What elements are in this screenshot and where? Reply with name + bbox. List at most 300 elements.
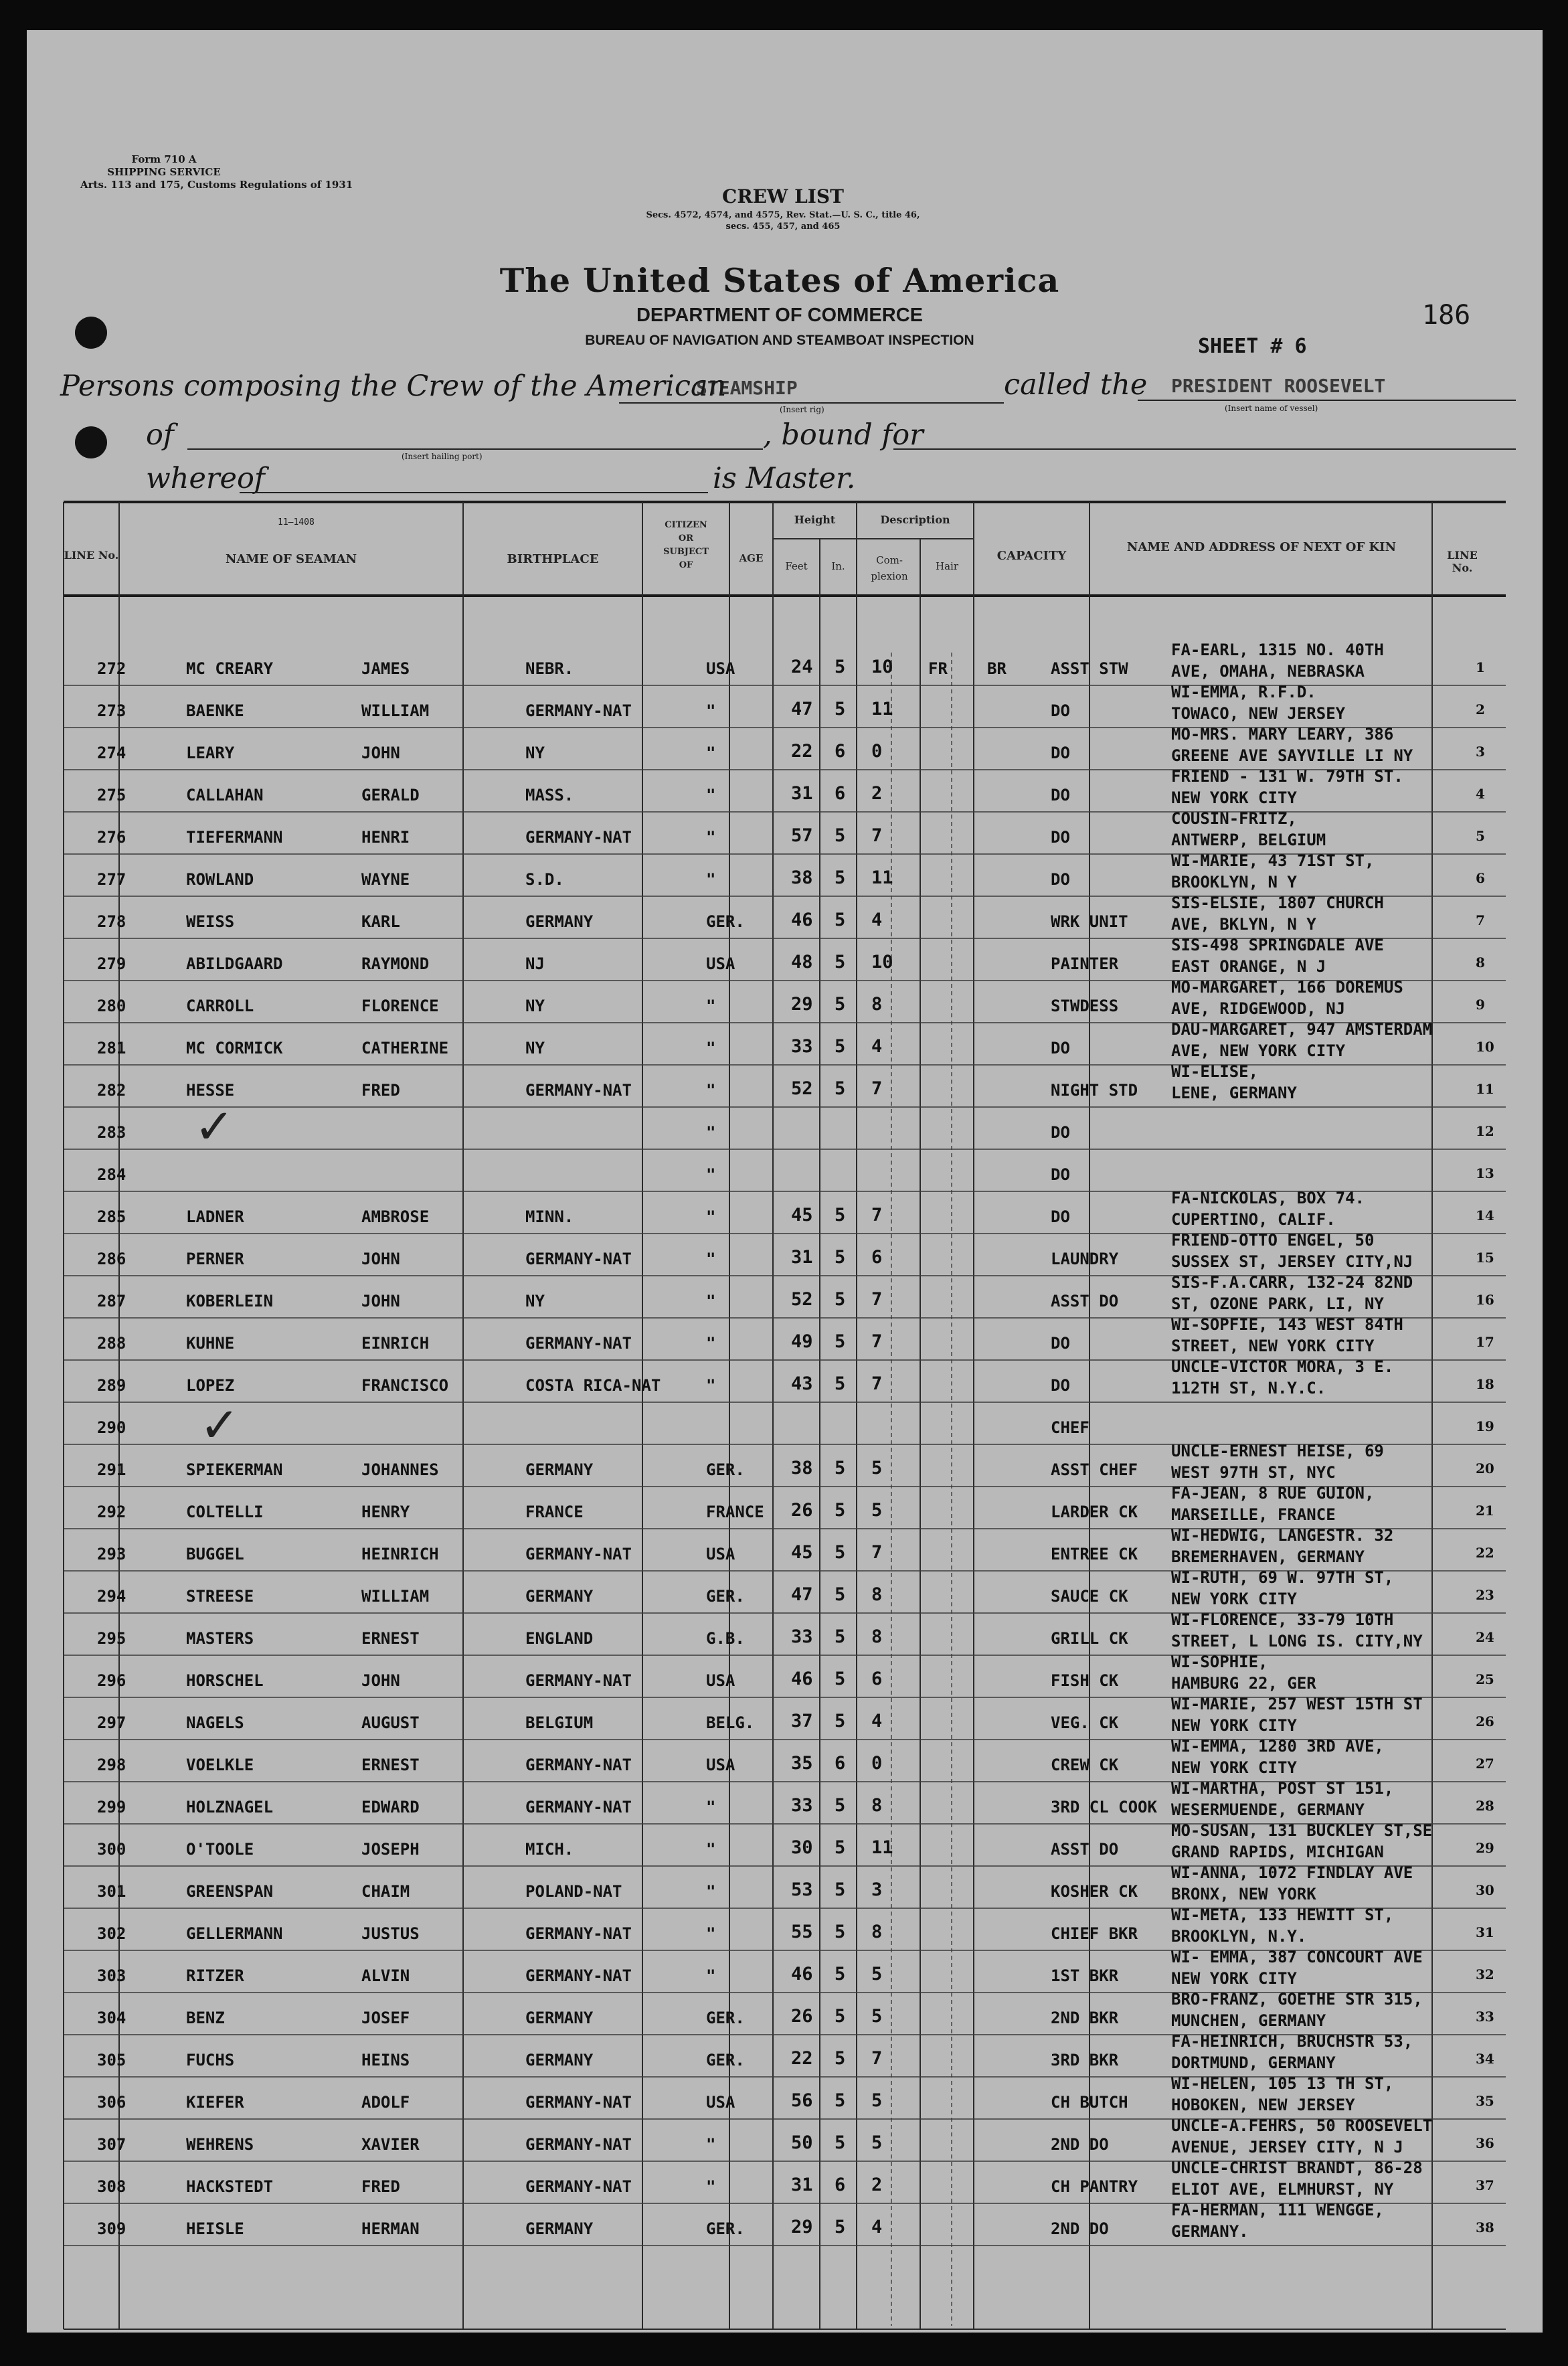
table-row — [90, 1315, 1529, 1361]
age-cell: 45 — [791, 1205, 813, 1226]
citizen-cell: " — [706, 1123, 716, 1142]
table-row — [90, 1108, 1529, 1151]
capacity-cell: ASST CHEF — [1051, 1460, 1138, 1479]
next-of-kin-address: STREET, NEW YORK CITY — [1171, 1337, 1375, 1355]
col-age: AGE — [739, 552, 764, 564]
height-feet-cell: 5 — [835, 867, 846, 888]
next-of-kin-address: NEW YORK CITY — [1171, 1969, 1297, 1988]
rig-value: STEAMSHIP — [696, 377, 798, 399]
seaman-surname: GREENSPAN — [186, 1882, 274, 1901]
table-row — [90, 683, 1529, 729]
seaman-surname: LOPEZ — [186, 1376, 235, 1395]
capacity-cell: 2ND DO — [1051, 2135, 1109, 2154]
row-line-number-right: 28 — [1476, 1798, 1494, 1814]
next-of-kin-name: WI- EMMA, 387 CONCOURT AVE — [1171, 1948, 1423, 1966]
whereof-label: whereof — [146, 462, 265, 495]
citizen-cell: " — [706, 1376, 716, 1395]
seaman-surname: RITZER — [186, 1966, 244, 1985]
height-inches-cell: 8 — [871, 1584, 883, 1605]
row-line-number-right: 35 — [1476, 2093, 1494, 2109]
next-of-kin-name: WI-MARIE, 257 WEST 15TH ST — [1171, 1695, 1423, 1713]
birthplace-cell: GERMANY-NAT — [525, 1924, 632, 1943]
height-inches-cell: 2 — [871, 783, 883, 804]
hair-cell: BR — [987, 659, 1007, 678]
form-articles: Arts. 113 and 175, Customs Regulations of 1931 — [80, 179, 353, 191]
next-of-kin-address: GERMANY. — [1171, 2222, 1249, 2241]
height-feet-cell: 5 — [835, 1879, 846, 1900]
birthplace-cell: POLAND-NAT — [525, 1882, 622, 1901]
birthplace-cell: GERMANY-NAT — [525, 828, 632, 847]
capacity-cell: CREW CK — [1051, 1756, 1119, 1774]
next-of-kin-name: FA-JEAN, 8 RUE GUION, — [1171, 1484, 1375, 1503]
height-inches-cell: 5 — [871, 1500, 883, 1521]
age-cell: 24 — [791, 657, 813, 677]
capacity-cell: LARDER CK — [1051, 1503, 1138, 1521]
capacity-cell: GRILL CK — [1051, 1629, 1128, 1648]
next-of-kin-address: MUNCHEN, GERMANY — [1171, 2011, 1326, 2030]
row-line-number-right: 37 — [1476, 2177, 1494, 2193]
row-line-number-right: 22 — [1476, 1545, 1494, 1561]
next-of-kin-name: DAU-MARGARET, 947 AMSTERDAM — [1171, 1020, 1433, 1039]
row-line-number: 286 — [97, 1250, 126, 1268]
next-of-kin-name: WI-MARIE, 43 71ST ST, — [1171, 851, 1375, 870]
height-feet-cell: 6 — [835, 783, 846, 804]
height-feet-cell: 5 — [835, 825, 846, 846]
seaman-given-name: WILLIAM — [361, 701, 430, 720]
height-feet-cell: 5 — [835, 1626, 846, 1647]
next-of-kin-address: TOWACO, NEW JERSEY — [1171, 704, 1346, 723]
next-of-kin-name: MO-MARGARET, 166 DOREMUS — [1171, 978, 1403, 997]
row-line-number-right: 15 — [1476, 1250, 1494, 1266]
seaman-surname: CALLAHAN — [186, 786, 264, 805]
capacity-cell: DO — [1051, 1165, 1070, 1184]
master-label: is Master. — [713, 462, 856, 495]
next-of-kin-name: UNCLE-VICTOR MORA, 3 E. — [1171, 1357, 1394, 1376]
seaman-surname: BENZ — [186, 2009, 225, 2027]
age-cell: 31 — [791, 2175, 813, 2195]
seaman-surname: HACKSTEDT — [186, 2177, 274, 2196]
birthplace-cell: GERMANY-NAT — [525, 1966, 632, 1985]
row-line-number-right: 31 — [1476, 1924, 1494, 1940]
capacity-cell: 2ND DO — [1051, 2219, 1109, 2238]
next-of-kin-address: AVE, RIDGEWOOD, NJ — [1171, 999, 1346, 1018]
height-inches-cell: 8 — [871, 1795, 883, 1816]
row-line-number: 289 — [97, 1376, 126, 1395]
table-row — [90, 641, 1529, 687]
row-line-number-right: 21 — [1476, 1503, 1494, 1519]
birthplace-cell: S.D. — [525, 870, 564, 889]
seaman-surname: MASTERS — [186, 1629, 254, 1648]
age-cell: 26 — [791, 1500, 813, 1521]
row-line-number: 294 — [97, 1587, 126, 1606]
next-of-kin-name: WI-HEDWIG, LANGESTR. 32 — [1171, 1526, 1394, 1545]
table-row — [90, 1737, 1529, 1783]
table-row — [90, 1404, 1529, 1446]
table-row — [90, 1906, 1529, 1952]
age-cell: 30 — [791, 1837, 813, 1858]
height-feet-cell: 5 — [835, 657, 846, 677]
height-inches-cell: 4 — [871, 1036, 883, 1057]
age-cell: 29 — [791, 994, 813, 1015]
birthplace-cell: GERMANY-NAT — [525, 1798, 632, 1816]
row-line-number: 296 — [97, 1671, 126, 1690]
citizen-cell: " — [706, 1798, 716, 1816]
seaman-given-name: JOHN — [361, 1671, 400, 1690]
birthplace-cell: GERMANY — [525, 2051, 594, 2069]
birthplace-cell: NY — [525, 744, 545, 762]
capacity-cell: 3RD CL COOK — [1051, 1798, 1157, 1816]
capacity-cell: CHIEF BKR — [1051, 1924, 1138, 1943]
seaman-given-name: HEINS — [361, 2051, 410, 2069]
height-feet-cell: 5 — [835, 1922, 846, 1942]
citizen-cell: " — [706, 701, 716, 720]
age-cell: 31 — [791, 1247, 813, 1268]
row-line-number: 287 — [97, 1292, 126, 1311]
row-line-number: 275 — [97, 786, 126, 805]
citizen-cell: " — [706, 1081, 716, 1100]
citizen-cell: USA — [706, 2093, 735, 2112]
table-row — [90, 2201, 1529, 2247]
citizen-cell: GER. — [706, 2009, 745, 2027]
table-row — [90, 2116, 1529, 2163]
vessel-value: PRESIDENT ROOSEVELT — [1171, 375, 1386, 397]
seaman-given-name: HENRY — [361, 1503, 410, 1521]
birthplace-cell: GERMANY — [525, 2219, 594, 2238]
age-cell: 43 — [791, 1373, 813, 1394]
row-line-number: 293 — [97, 1545, 126, 1564]
row-line-number-right: 13 — [1476, 1165, 1494, 1181]
row-line-number: 290 — [97, 1418, 126, 1437]
birthplace-cell: NY — [525, 1039, 545, 1058]
age-cell: 31 — [791, 783, 813, 804]
next-of-kin-name: WI-ANNA, 1072 FINDLAY AVE — [1171, 1863, 1413, 1882]
height-inches-cell: 5 — [871, 2006, 883, 2027]
age-cell: 47 — [791, 1584, 813, 1605]
seaman-given-name: WILLIAM — [361, 1587, 430, 1606]
next-of-kin-address: BRONX, NEW YORK — [1171, 1885, 1316, 1904]
seaman-surname: HEISLE — [186, 2219, 244, 2238]
height-inches-cell: 5 — [871, 1964, 883, 1984]
next-of-kin-address: 112TH ST, N.Y.C. — [1171, 1379, 1326, 1398]
citizen-cell: " — [706, 744, 716, 762]
height-inches-cell: 8 — [871, 994, 883, 1015]
seaman-given-name: CATHERINE — [361, 1039, 449, 1058]
crew-list-sheet — [27, 30, 1543, 2333]
height-inches-cell: 0 — [871, 741, 883, 762]
capacity-cell: DO — [1051, 744, 1070, 762]
row-line-number: 301 — [97, 1882, 126, 1901]
height-feet-cell: 5 — [835, 1078, 846, 1099]
row-line-number-right: 36 — [1476, 2135, 1494, 2151]
citizen-cell: GER. — [706, 2051, 745, 2069]
age-cell: 46 — [791, 1964, 813, 1984]
row-line-number-right: 12 — [1476, 1123, 1494, 1139]
citizen-cell: " — [706, 1966, 716, 1985]
row-line-number-right: 20 — [1476, 1460, 1494, 1476]
check-mark: ✓ — [199, 1397, 240, 1453]
next-of-kin-name: UNCLE-CHRIST BRANDT, 86-28 — [1171, 2159, 1423, 2177]
height-feet-cell: 5 — [835, 1711, 846, 1731]
row-line-number-right: 1 — [1476, 659, 1485, 675]
citizen-cell: " — [706, 1924, 716, 1943]
seaman-given-name: FRED — [361, 2177, 400, 2196]
height-feet-cell: 5 — [835, 1964, 846, 1984]
table-row — [90, 2032, 1529, 2078]
table-row — [90, 1273, 1529, 1319]
row-line-number-right: 11 — [1476, 1081, 1494, 1097]
row-line-number-right: 38 — [1476, 2219, 1494, 2235]
col-feet: Feet — [785, 560, 808, 572]
capacity-cell: DO — [1051, 1123, 1070, 1142]
seaman-given-name: JOHN — [361, 1292, 400, 1311]
table-row — [90, 1568, 1529, 1614]
capacity-cell: ENTREE CK — [1051, 1545, 1138, 1564]
citizen-cell: " — [706, 828, 716, 847]
row-line-number: 273 — [97, 701, 126, 720]
next-of-kin-name: WI-MARTHA, POST ST 151, — [1171, 1779, 1394, 1798]
next-of-kin-name: FA-HEINRICH, BRUCHSTR 53, — [1171, 2032, 1413, 2051]
seaman-given-name: JUSTUS — [361, 1924, 420, 1943]
height-feet-cell: 5 — [835, 1331, 846, 1352]
row-line-number: 297 — [97, 1713, 126, 1732]
row-line-number: 303 — [97, 1966, 126, 1985]
next-of-kin-address: EAST ORANGE, N J — [1171, 957, 1326, 976]
birthplace-cell: GERMANY-NAT — [525, 2135, 632, 2154]
citizen-cell: " — [706, 786, 716, 805]
citizen-cell: GER. — [706, 1460, 745, 1479]
citizen-cell: " — [706, 1039, 716, 1058]
birthplace-cell: GERMANY-NAT — [525, 1334, 632, 1353]
capacity-cell: STWDESS — [1051, 997, 1119, 1015]
capacity-cell: 3RD BKR — [1051, 2051, 1119, 2069]
row-line-number-right: 30 — [1476, 1882, 1494, 1898]
birthplace-cell: FRANCE — [525, 1503, 584, 1521]
next-of-kin-address: GRAND RAPIDS, MICHIGAN — [1171, 1843, 1384, 1861]
next-of-kin-address: HAMBURG 22, GER — [1171, 1674, 1316, 1693]
row-line-number: 302 — [97, 1924, 126, 1943]
height-inches-cell: 5 — [871, 1458, 883, 1478]
seaman-surname: MC CREARY — [186, 659, 274, 678]
row-line-number-right: 14 — [1476, 1207, 1494, 1223]
table-row — [90, 851, 1529, 898]
table-row — [90, 1779, 1529, 1825]
height-inches-cell: 10 — [871, 657, 893, 677]
capacity-cell: PAINTER — [1051, 954, 1119, 973]
crew-list-title: CREW LIST — [722, 185, 844, 207]
table-row — [90, 1990, 1529, 2036]
seaman-surname: NAGELS — [186, 1713, 244, 1732]
seaman-given-name: FRANCISCO — [361, 1376, 449, 1395]
next-of-kin-name: SIS-ELSIE, 1807 CHURCH — [1171, 894, 1384, 912]
table-row — [90, 1231, 1529, 1277]
next-of-kin-address: BROOKLYN, N.Y. — [1171, 1927, 1307, 1946]
row-line-number: 295 — [97, 1629, 126, 1648]
height-feet-cell: 5 — [835, 910, 846, 930]
next-of-kin-name: WI-RUTH, 69 W. 97TH ST, — [1171, 1568, 1394, 1587]
table-row — [90, 1484, 1529, 1530]
age-cell: 29 — [791, 2217, 813, 2237]
next-of-kin-address: WEST 97TH ST, NYC — [1171, 1463, 1336, 1482]
row-line-number-right: 19 — [1476, 1418, 1494, 1434]
seaman-surname: STREESE — [186, 1587, 254, 1606]
seaman-surname: COLTELLI — [186, 1503, 264, 1521]
next-of-kin-address: AVENUE, JERSEY CITY, N J — [1171, 2138, 1403, 2157]
capacity-cell: DO — [1051, 870, 1070, 889]
age-cell: 46 — [791, 910, 813, 930]
height-inches-cell: 11 — [871, 1837, 893, 1858]
seaman-surname: BAENKE — [186, 701, 244, 720]
birthplace-cell: GERMANY-NAT — [525, 1081, 632, 1100]
seaman-given-name: JOHN — [361, 744, 400, 762]
birthplace-cell: BELGIUM — [525, 1713, 594, 1732]
row-line-number: 308 — [97, 2177, 126, 2196]
birthplace-cell: NY — [525, 1292, 545, 1311]
seaman-given-name: ERNEST — [361, 1629, 420, 1648]
age-cell: 22 — [791, 2048, 813, 2069]
birthplace-cell: NEBR. — [525, 659, 574, 678]
height-inches-cell: 8 — [871, 1626, 883, 1647]
row-line-number-right: 4 — [1476, 786, 1485, 802]
row-line-number-right: 27 — [1476, 1756, 1494, 1772]
capacity-cell: WRK UNIT — [1051, 912, 1128, 931]
rig-hint: (Insert rig) — [780, 405, 824, 414]
capacity-cell: KOSHER CK — [1051, 1882, 1138, 1901]
height-feet-cell: 5 — [835, 1247, 846, 1268]
table-row — [90, 1863, 1529, 1910]
next-of-kin-address: ANTWERP, BELGIUM — [1171, 831, 1326, 849]
height-feet-cell: 5 — [835, 1837, 846, 1858]
age-cell: 49 — [791, 1331, 813, 1352]
height-inches-cell: 2 — [871, 2175, 883, 2195]
next-of-kin-address: NEW YORK CITY — [1171, 1758, 1297, 1777]
table-row — [90, 2159, 1529, 2205]
seaman-surname: WEHRENS — [186, 2135, 254, 2154]
table-row — [90, 936, 1529, 982]
row-line-number: 283 — [97, 1123, 126, 1142]
height-inches-cell: 6 — [871, 1247, 883, 1268]
age-cell: 55 — [791, 1922, 813, 1942]
age-cell: 50 — [791, 2132, 813, 2153]
next-of-kin-name: COUSIN-FRITZ, — [1171, 809, 1297, 828]
citizen-cell: " — [706, 1165, 716, 1184]
capacity-cell: CHEF — [1051, 1418, 1090, 1437]
col-description: Description — [880, 513, 950, 526]
next-of-kin-name: WI-EMMA, 1280 3RD AVE, — [1171, 1737, 1384, 1756]
citizen-cell: GER. — [706, 912, 745, 931]
next-of-kin-name: WI-META, 133 HEWITT ST, — [1171, 1906, 1394, 1924]
row-line-number: 274 — [97, 744, 126, 762]
seaman-given-name: EDWARD — [361, 1798, 420, 1816]
row-line-number-right: 24 — [1476, 1629, 1494, 1645]
next-of-kin-name: UNCLE-ERNEST HEISE, 69 — [1171, 1442, 1384, 1460]
persons-label: Persons composing the Crew of the American — [60, 369, 727, 403]
capacity-cell: DO — [1051, 1039, 1070, 1058]
capacity-cell: DO — [1051, 786, 1070, 805]
age-cell: 52 — [791, 1289, 813, 1310]
seaman-given-name: ADOLF — [361, 2093, 410, 2112]
birthplace-cell: GERMANY-NAT — [525, 2093, 632, 2112]
height-feet-cell: 5 — [835, 1795, 846, 1816]
seaman-surname: KUHNE — [186, 1334, 235, 1353]
age-cell: 33 — [791, 1036, 813, 1057]
col-hair: Hair — [936, 560, 958, 572]
height-inches-cell: 0 — [871, 1753, 883, 1774]
citizen-cell: USA — [706, 954, 735, 973]
table-row — [90, 1526, 1529, 1572]
seaman-given-name: JOHANNES — [361, 1460, 439, 1479]
next-of-kin-address: SUSSEX ST, JERSEY CITY,NJ — [1171, 1252, 1413, 1271]
row-line-number-right: 10 — [1476, 1039, 1494, 1055]
seaman-surname: O'TOOLE — [186, 1840, 254, 1859]
height-inches-cell: 5 — [871, 2132, 883, 2153]
age-cell: 33 — [791, 1795, 813, 1816]
height-feet-cell: 5 — [835, 1500, 846, 1521]
height-feet-cell: 5 — [835, 994, 846, 1015]
row-line-number-right: 17 — [1476, 1334, 1494, 1350]
next-of-kin-address: GREENE AVE SAYVILLE LI NY — [1171, 746, 1413, 765]
sheet-number: SHEET # 6 — [1198, 335, 1307, 358]
table-row — [90, 1062, 1529, 1108]
citizen-cell: " — [706, 1292, 716, 1311]
height-feet-cell: 5 — [835, 2006, 846, 2027]
seaman-given-name: XAVIER — [361, 2135, 420, 2154]
row-line-number: 285 — [97, 1207, 126, 1226]
form-service: SHIPPING SERVICE — [107, 166, 221, 178]
seaman-surname: KOBERLEIN — [186, 1292, 274, 1311]
table-row — [90, 767, 1529, 813]
height-feet-cell: 5 — [835, 1373, 846, 1394]
col-capacity: CAPACITY — [996, 549, 1067, 563]
seaman-surname: LEARY — [186, 744, 235, 762]
col-complexion: Com-plexion — [871, 554, 908, 582]
next-of-kin-name: WI-SOPHIE, — [1171, 1653, 1268, 1671]
birthplace-cell: GERMANY — [525, 2009, 594, 2027]
form-number: Form 710 A — [131, 153, 197, 165]
height-inches-cell: 4 — [871, 1711, 883, 1731]
seaman-given-name: HERMAN — [361, 2219, 420, 2238]
row-line-number-right: 18 — [1476, 1376, 1494, 1392]
next-of-kin-address: NEW YORK CITY — [1171, 1590, 1297, 1608]
bound-label: , bound for — [763, 418, 924, 452]
capacity-cell: DO — [1051, 1207, 1070, 1226]
age-cell: 56 — [791, 2090, 813, 2111]
next-of-kin-address: STREET, L LONG IS. CITY,NY — [1171, 1632, 1423, 1651]
row-line-number-right: 3 — [1476, 744, 1485, 760]
seaman-given-name: RAYMOND — [361, 954, 430, 973]
row-line-number-right: 7 — [1476, 912, 1485, 928]
height-feet-cell: 5 — [835, 1669, 846, 1689]
table-row — [90, 1020, 1529, 1066]
capacity-cell: SAUCE CK — [1051, 1587, 1128, 1606]
col-citizen: CITIZEN OR SUBJECT OF — [663, 520, 709, 570]
seaman-given-name: FRED — [361, 1081, 400, 1100]
seaman-surname: PERNER — [186, 1250, 244, 1268]
table-row — [90, 1948, 1529, 1994]
seaman-surname: HORSCHEL — [186, 1671, 264, 1690]
capacity-cell: DO — [1051, 828, 1070, 847]
seaman-surname: GELLERMANN — [186, 1924, 283, 1943]
print-code: 11—1408 — [278, 517, 315, 527]
seaman-given-name: JOHN — [361, 1250, 400, 1268]
seaman-surname: SPIEKERMAN — [186, 1460, 283, 1479]
of-label: of — [146, 418, 174, 452]
height-inches-cell: 7 — [871, 1373, 883, 1394]
age-cell: 35 — [791, 1753, 813, 1774]
next-of-kin-address: BREMERHAVEN, GERMANY — [1171, 1547, 1365, 1566]
age-cell: 57 — [791, 825, 813, 846]
seaman-surname: WEISS — [186, 912, 235, 931]
birthplace-cell: COSTA RICA-NAT — [525, 1376, 661, 1395]
